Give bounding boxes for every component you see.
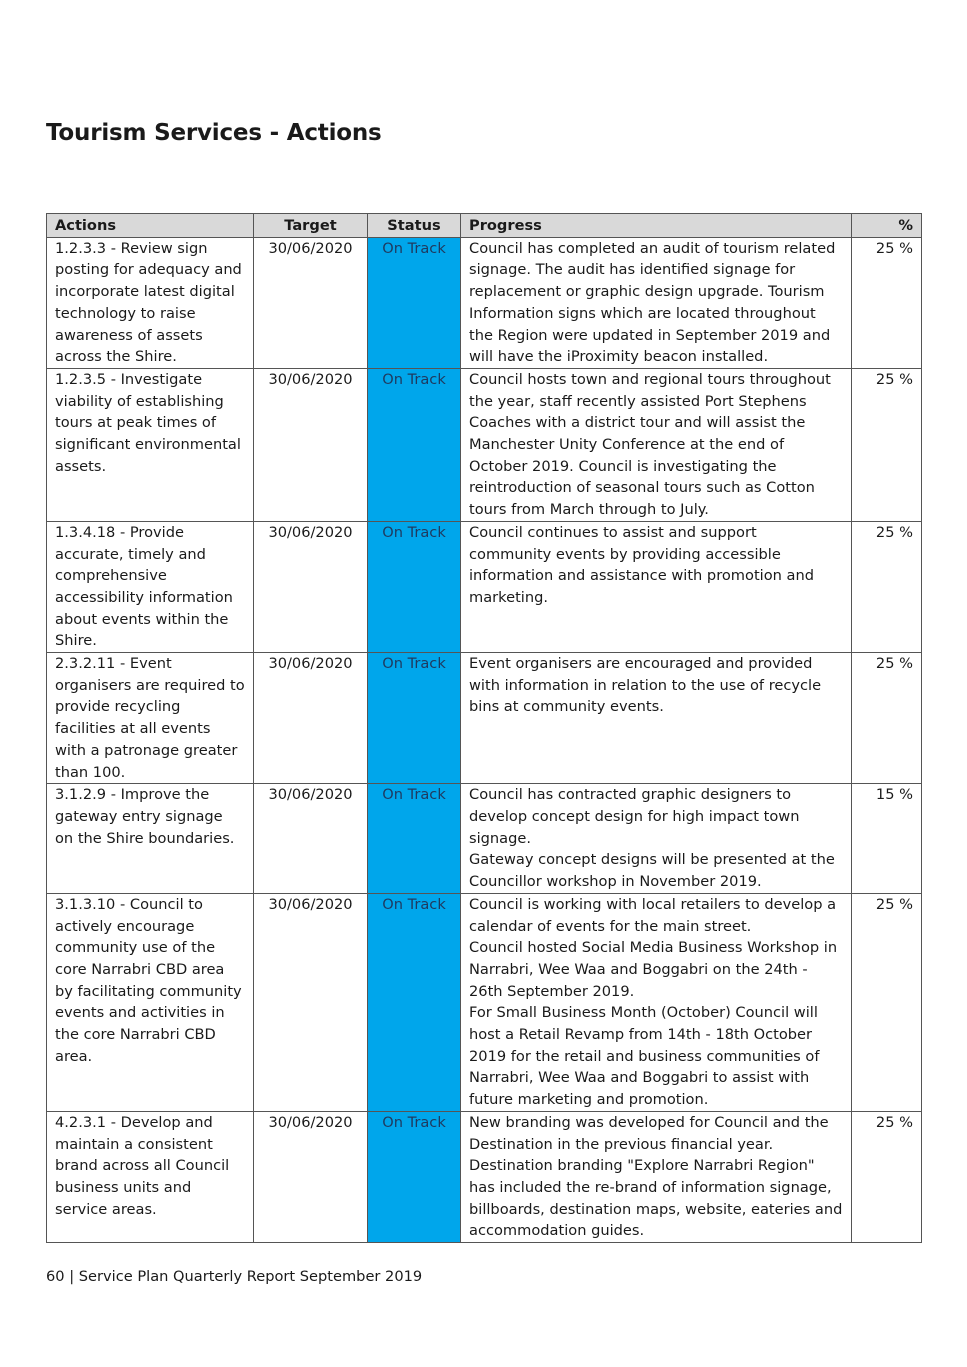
percent-cell: 25 % <box>852 237 922 368</box>
status-cell: On Track <box>368 1111 461 1242</box>
status-cell: On Track <box>368 237 461 368</box>
percent-cell: 25 % <box>852 521 922 652</box>
target-cell: 30/06/2020 <box>254 1111 368 1242</box>
table-row <box>47 653 922 784</box>
table-row <box>47 368 922 521</box>
progress-paragraph: Gateway concept designs will be presented at the Councillor workshop in November 2019. <box>469 851 835 891</box>
percent-cell: 25 % <box>852 893 922 1111</box>
header-target: Target <box>254 214 368 238</box>
table-header-row <box>47 214 922 238</box>
progress-paragraph: Council continues to assist and support community events by providing accessible information and assistance with promotion and marketing. <box>469 523 814 606</box>
page-title: Tourism Services - Actions <box>46 120 382 146</box>
target-cell: 30/06/2020 <box>254 893 368 1111</box>
progress-paragraph: Council hosts town and regional tours throughout the year, staff recently assisted Port Stephens Coaches with a district tour and will assist the Manchester Unity Conference at the end of October 2019. Council is investigating the reintroduction of seasonal tours such as Cotton tours from March through to July. <box>469 370 831 519</box>
status-cell: On Track <box>368 368 461 521</box>
progress-paragraph: Council hosted Social Media Business Workshop in Narrabri, Wee Waa and Boggabri on the 24th - 26th September 2019. <box>469 939 838 1000</box>
percent-cell: 25 % <box>852 1111 922 1242</box>
actions-table <box>46 213 922 1243</box>
header-status: Status <box>368 214 461 238</box>
status-cell: On Track <box>368 653 461 784</box>
target-cell: 30/06/2020 <box>254 784 368 894</box>
progress-paragraph: Event organisers are encouraged and provided with information in relation to the use of recycle bins at community events. <box>469 655 822 716</box>
progress-cell <box>461 521 852 652</box>
action-cell: 4.2.3.1 - Develop and maintain a consistent brand across all Council business units and service areas. <box>47 1111 254 1242</box>
status-cell: On Track <box>368 521 461 652</box>
table-row <box>47 784 922 894</box>
action-cell: 2.3.2.11 - Event organisers are required to provide recycling facilities at all events with a patronage greater than 100. <box>47 653 254 784</box>
progress-paragraph: Council has contracted graphic designers to develop concept design for high impact town signage. <box>469 786 800 847</box>
target-cell: 30/06/2020 <box>254 521 368 652</box>
progress-paragraph: Council is working with local retailers to develop a calendar of events for the main street. <box>469 895 837 935</box>
header-percent: % <box>852 214 922 238</box>
table-row <box>47 237 922 368</box>
action-cell: 1.2.3.3 - Review sign posting for adequacy and incorporate latest digital technology to raise awareness of assets across the Shire. <box>47 237 254 368</box>
table-row <box>47 521 922 652</box>
progress-cell <box>461 784 852 894</box>
progress-cell <box>461 368 852 521</box>
action-cell: 1.3.4.18 - Provide accurate, timely and comprehensive accessibility information about events within the Shire. <box>47 521 254 652</box>
progress-paragraph: New branding was developed for Council and the Destination in the previous financial year. <box>469 1113 829 1153</box>
header-progress: Progress <box>461 214 852 238</box>
target-cell: 30/06/2020 <box>254 237 368 368</box>
status-cell: On Track <box>368 893 461 1111</box>
progress-cell <box>461 893 852 1111</box>
progress-cell <box>461 653 852 784</box>
progress-paragraph: Destination branding "Explore Narrabri Region" has included the re-brand of information signage, billboards, destination maps, website, eateries and accommodation guides. <box>469 1157 843 1240</box>
page-footer: 60 | Service Plan Quarterly Report September 2019 <box>46 1268 423 1285</box>
percent-cell: 15 % <box>852 784 922 894</box>
progress-paragraph: For Small Business Month (October) Council will host a Retail Revamp from 14th - 18th October 2019 for the retail and business communities of Narrabri, Wee Waa and Boggabri to assist with future marketing and promotion. <box>469 1004 820 1109</box>
header-actions: Actions <box>47 214 254 238</box>
percent-cell: 25 % <box>852 368 922 521</box>
table-row <box>47 1111 922 1242</box>
target-cell: 30/06/2020 <box>254 368 368 521</box>
target-cell: 30/06/2020 <box>254 653 368 784</box>
progress-paragraph: Council has completed an audit of tourism related signage. The audit has identified signage for replacement or graphic design upgrade. Tourism Information signs which are located throughout the Region were updated in September 2019 and will have the iProximity beacon installed. <box>469 239 836 366</box>
status-cell: On Track <box>368 784 461 894</box>
progress-cell <box>461 1111 852 1242</box>
action-cell: 3.1.3.10 - Council to actively encourage community use of the core Narrabri CBD area by facilitating community events and activities in the core Narrabri CBD area. <box>47 893 254 1111</box>
action-cell: 3.1.2.9 - Improve the gateway entry signage on the Shire boundaries. <box>47 784 254 894</box>
progress-cell <box>461 237 852 368</box>
action-cell: 1.2.3.5 - Investigate viability of establishing tours at peak times of significant environmental assets. <box>47 368 254 521</box>
percent-cell: 25 % <box>852 653 922 784</box>
table-row <box>47 893 922 1111</box>
